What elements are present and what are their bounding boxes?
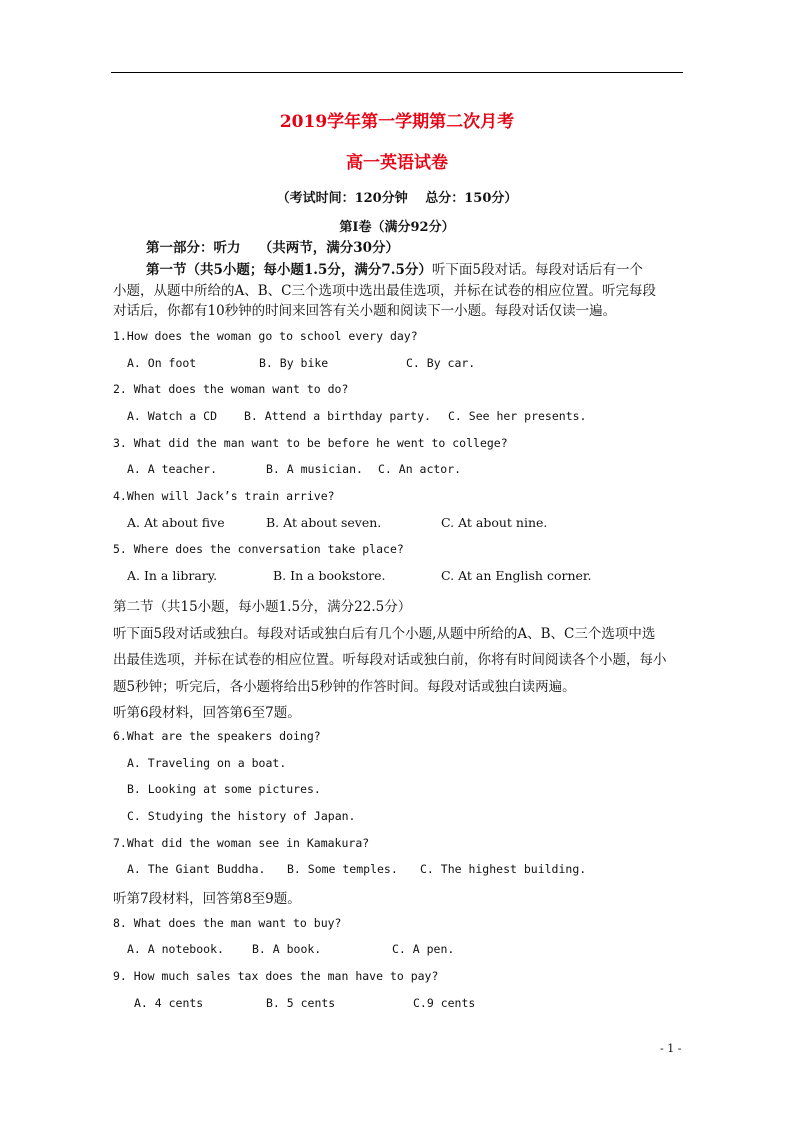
section2-instructions-line3: 题5秒钟；听完后，各小题将给出5秒钟的作答时间。每段对话或独白读两遍。	[113, 679, 576, 695]
q5-option-c: C. At an English corner.	[441, 568, 592, 583]
header-rule	[111, 72, 683, 73]
q1-option-c: C. By car.	[406, 356, 476, 370]
section1-heading: 第一节（共5小题；每小题1.5分，满分7.5分）	[146, 262, 432, 278]
material-7-note: 听第7段材料，回答第8至9题。	[113, 891, 301, 907]
q6-option-a: A. Traveling on a boat.	[127, 756, 287, 770]
q8-option-b: B. A book.	[252, 942, 322, 956]
part1-heading: 第一部分：听力 （共两节，满分30分）	[146, 240, 399, 256]
q2-option-c: C. See her presents.	[448, 409, 587, 423]
section2-instructions-line2: 出最佳选项，并标在试卷的相应位置。听每段对话或独白前，你将有时间阅读各个小题，每小	[113, 652, 667, 668]
question-8: 8. What does the man want to buy?	[113, 916, 342, 930]
q8-option-c: C. A pen.	[392, 942, 455, 956]
page-number: - 1 -	[660, 1042, 682, 1055]
q4-option-b: B. At about seven.	[266, 515, 382, 530]
section1-instr-tail: 听下面5段对话。每段对话后有一个	[431, 262, 643, 278]
q8-option-a: A. A notebook.	[127, 942, 224, 956]
q9-option-a: A. 4 cents	[134, 996, 204, 1010]
exam-title: 2019学年第一学期第二次月考	[279, 112, 515, 132]
q6-option-b: B. Looking at some pictures.	[127, 782, 321, 796]
section2-heading: 第二节（共15小题，每小题1.5分，满分22.5分）	[113, 599, 412, 615]
section1-instructions-line1	[146, 258, 643, 278]
q7-option-a: A. The Giant Buddha.	[127, 862, 266, 876]
question-6: 6.What are the speakers doing?	[113, 729, 321, 743]
q5-option-b: B. In a bookstore.	[273, 568, 386, 583]
q9-option-b: B. 5 cents	[266, 996, 336, 1010]
section1-instructions-line2: 小题，从题中所给的A、B、C三个选项中选出最佳选项，并标在试卷的相应位置。听完每段	[113, 283, 656, 299]
q1-option-a: A. On foot	[127, 356, 197, 370]
q4-option-c: C. At about nine.	[441, 515, 548, 530]
question-7: 7.What did the woman see in Kamakura?	[113, 836, 370, 850]
q2-option-b: B. Attend a birthday party.	[244, 409, 431, 423]
question-1: 1.How does the woman go to school every day?	[113, 329, 418, 343]
q3-option-a: A. A teacher.	[127, 462, 218, 476]
q3-option-c: C. An actor.	[378, 462, 462, 476]
q9-option-c: C.9 cents	[413, 996, 476, 1010]
q3-option-b: B. A musician.	[266, 462, 363, 476]
q7-option-c: C. The highest building.	[420, 862, 587, 876]
q5-option-a: A. In a library.	[127, 568, 218, 583]
question-3: 3. What did the man want to be before he went to college?	[113, 436, 508, 450]
paper-title: 高一英语试卷	[346, 153, 448, 173]
question-4: 4.When will Jack’s train arrive?	[113, 489, 335, 503]
section2-instructions-line1: 听下面5段对话或独白。每段对话或独白后有几个小题,从题中所给的A、B、C三个选项中选	[113, 626, 656, 642]
q7-option-b: B. Some temples.	[287, 862, 398, 876]
q2-option-a: A. Watch a CD	[127, 409, 218, 423]
question-2: 2. What does the woman want to do?	[113, 382, 349, 396]
question-5: 5. Where does the conversation take place?	[113, 542, 404, 556]
exam-info: （考试时间：120分钟 总分：150分）	[276, 191, 518, 206]
material-6-note: 听第6段材料，回答第6至7题。	[113, 705, 301, 721]
volume-heading: 第Ⅰ卷（满分92分）	[339, 220, 455, 235]
q6-option-c: C. Studying the history of Japan.	[127, 809, 356, 823]
q1-option-b: B. By bike	[259, 356, 329, 370]
question-9: 9. How much sales tax does the man have to pay?	[113, 969, 439, 983]
q4-option-a: A. At about five	[127, 515, 225, 530]
section1-instructions-line3: 对话后，你都有10秒钟的时间来回答有关小题和阅读下一小题。每段对话仅读一遍。	[113, 303, 617, 319]
